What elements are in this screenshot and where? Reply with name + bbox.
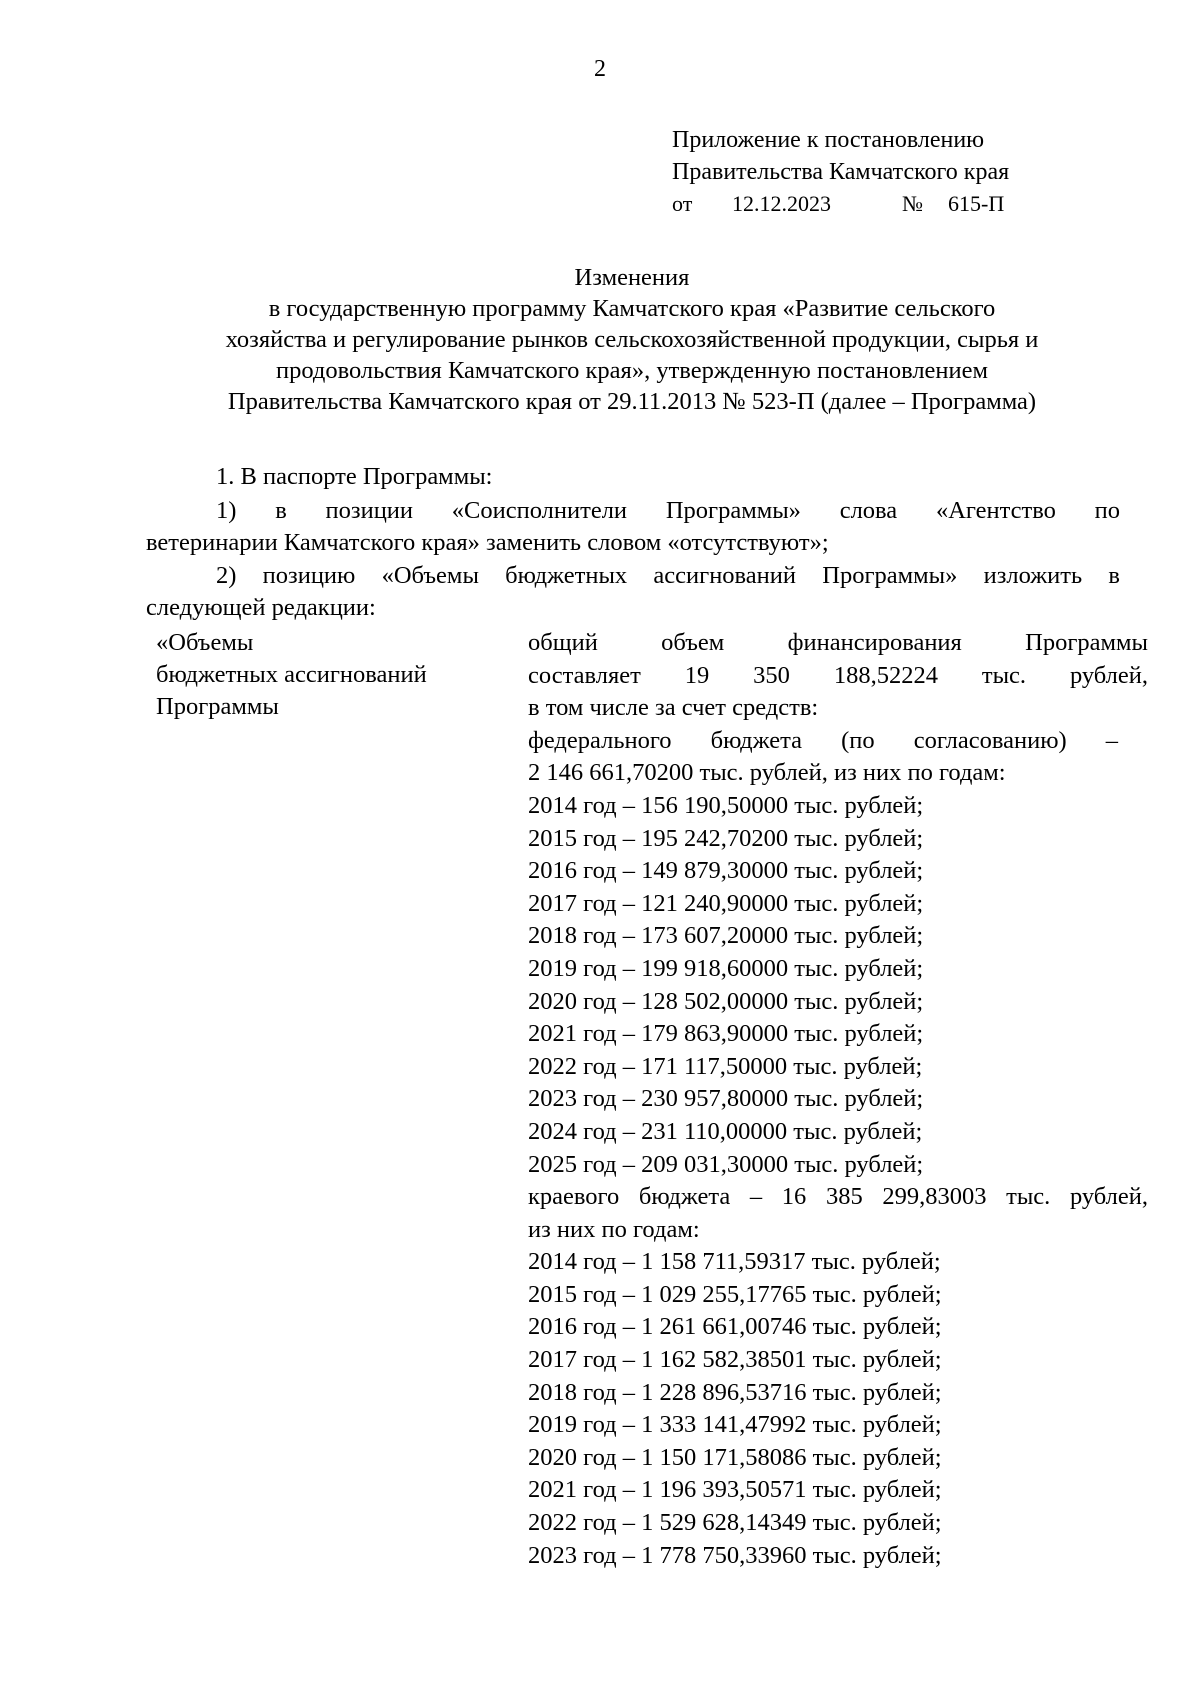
title-line-3: продовольствия Камчатского края», утвержденную постановлением [275, 357, 989, 384]
federal-year-row: 2014 год – 156 190,50000 тыс. рублей; [528, 791, 924, 819]
item-1-1-second-line: ветеринарии Камчатского края» заменить словом «отсутствуют»; [146, 529, 829, 556]
appendix-line-2: Правительства Камчатского края [672, 159, 1010, 185]
regional-year-row: 2016 год – 1 261 661,00746 тыс. рублей; [528, 1313, 942, 1341]
total-line-1: общий объем финансирования Программы [528, 629, 1148, 656]
regional-year-row: 2020 год – 1 150 171,58086 тыс. рублей; [528, 1443, 942, 1471]
left-cell-line-2: бюджетных ассигнований [156, 661, 427, 688]
item-1-2 [146, 560, 1120, 624]
federal-year-row: 2022 год – 171 117,50000 тыс. рублей; [528, 1052, 923, 1080]
federal-year-row: 2016 год – 149 879,30000 тыс. рублей; [528, 857, 924, 885]
appendix-header [672, 124, 1009, 220]
regional-year-row: 2015 год – 1 029 255,17765 тыс. рублей; [528, 1280, 942, 1308]
federal-year-row: 2019 год – 199 918,60000 тыс. рублей; [528, 954, 924, 982]
federal-year-row: 2023 год – 230 957,80000 тыс. рублей; [528, 1085, 924, 1113]
federal-year-row: 2024 год – 231 110,00000 тыс. рублей; [528, 1117, 923, 1145]
regional-year-row: 2019 год – 1 333 141,47992 тыс. рублей; [528, 1411, 942, 1439]
appendix-line-1: Приложение к постановлению [672, 127, 985, 153]
item-1-1 [146, 495, 1120, 559]
item-1-2-first-line: 2) позицию «Объемы бюджетных ассигнований Программы» изложить в [216, 562, 1120, 589]
federal-line-2: 2 146 661,70200 тыс. рублей, из них по годам: [528, 759, 1006, 787]
item-1-2-second-line: следующей редакции: [146, 594, 376, 621]
table-right-cell [528, 627, 1148, 1572]
appendix-date-row [672, 188, 1009, 220]
document-date: 12.12.2023 [732, 191, 831, 216]
federal-line-1: федерального бюджета (по согласованию) – [528, 726, 1118, 754]
federal-year-row: 2018 год – 173 607,20000 тыс. рублей; [528, 922, 924, 950]
table-left-cell [156, 627, 427, 723]
total-line-3: в том числе за счет средств: [528, 694, 819, 722]
title-line-1: в государственную программу Камчатского края «Развитие сельского [268, 295, 996, 322]
federal-year-row: 2017 год – 121 240,90000 тыс. рублей; [528, 889, 924, 917]
document-title [0, 262, 1200, 417]
federal-year-row: 2021 год – 179 863,90000 тыс. рублей; [528, 1020, 924, 1048]
date-prefix: от [672, 191, 693, 216]
regional-year-row: 2017 год – 1 162 582,38501 тыс. рублей; [528, 1346, 942, 1374]
regional-line-1: краевого бюджета – 16 385 299,83003 тыс. рублей, [528, 1183, 1148, 1211]
regional-year-row: 2014 год – 1 158 711,59317 тыс. рублей; [528, 1248, 941, 1276]
left-cell-line-3: Программы [156, 693, 279, 720]
regional-line-2: из них по годам: [528, 1215, 700, 1243]
federal-year-row: 2020 год – 128 502,00000 тыс. рублей; [528, 987, 924, 1015]
item-1-1-first-line: 1) в позиции «Соисполнители Программы» слова «Агентство по [216, 497, 1120, 524]
item-1-text: 1. В паспорте Программы: [216, 463, 493, 490]
total-line-2: составляет 19 350 188,52224 тыс. рублей, [528, 661, 1148, 689]
federal-year-row: 2015 год – 195 242,70200 тыс. рублей; [528, 824, 924, 852]
number-sign: № [902, 191, 923, 216]
page-number: 2 [594, 56, 606, 82]
item-1 [146, 461, 1120, 493]
regional-year-row: 2021 год – 1 196 393,50571 тыс. рублей; [528, 1476, 942, 1504]
title-line-2: хозяйства и регулирование рынков сельскохозяйственной продукции, сырья и [225, 326, 1039, 353]
regional-year-row: 2023 год – 1 778 750,33960 тыс. рублей; [528, 1541, 942, 1569]
federal-year-row: 2025 год – 209 031,30000 тыс. рублей; [528, 1150, 924, 1178]
regional-year-row: 2022 год – 1 529 628,14349 тыс. рублей; [528, 1509, 942, 1537]
title-line-4: Правительства Камчатского края от 29.11.2013 № 523-П (далее – Программа) [227, 388, 1037, 415]
document-number: 615-П [948, 191, 1005, 216]
left-cell-line-1: «Объемы [156, 629, 254, 656]
title-heading: Изменения [574, 264, 690, 291]
regional-year-row: 2018 год – 1 228 896,53716 тыс. рублей; [528, 1378, 942, 1406]
